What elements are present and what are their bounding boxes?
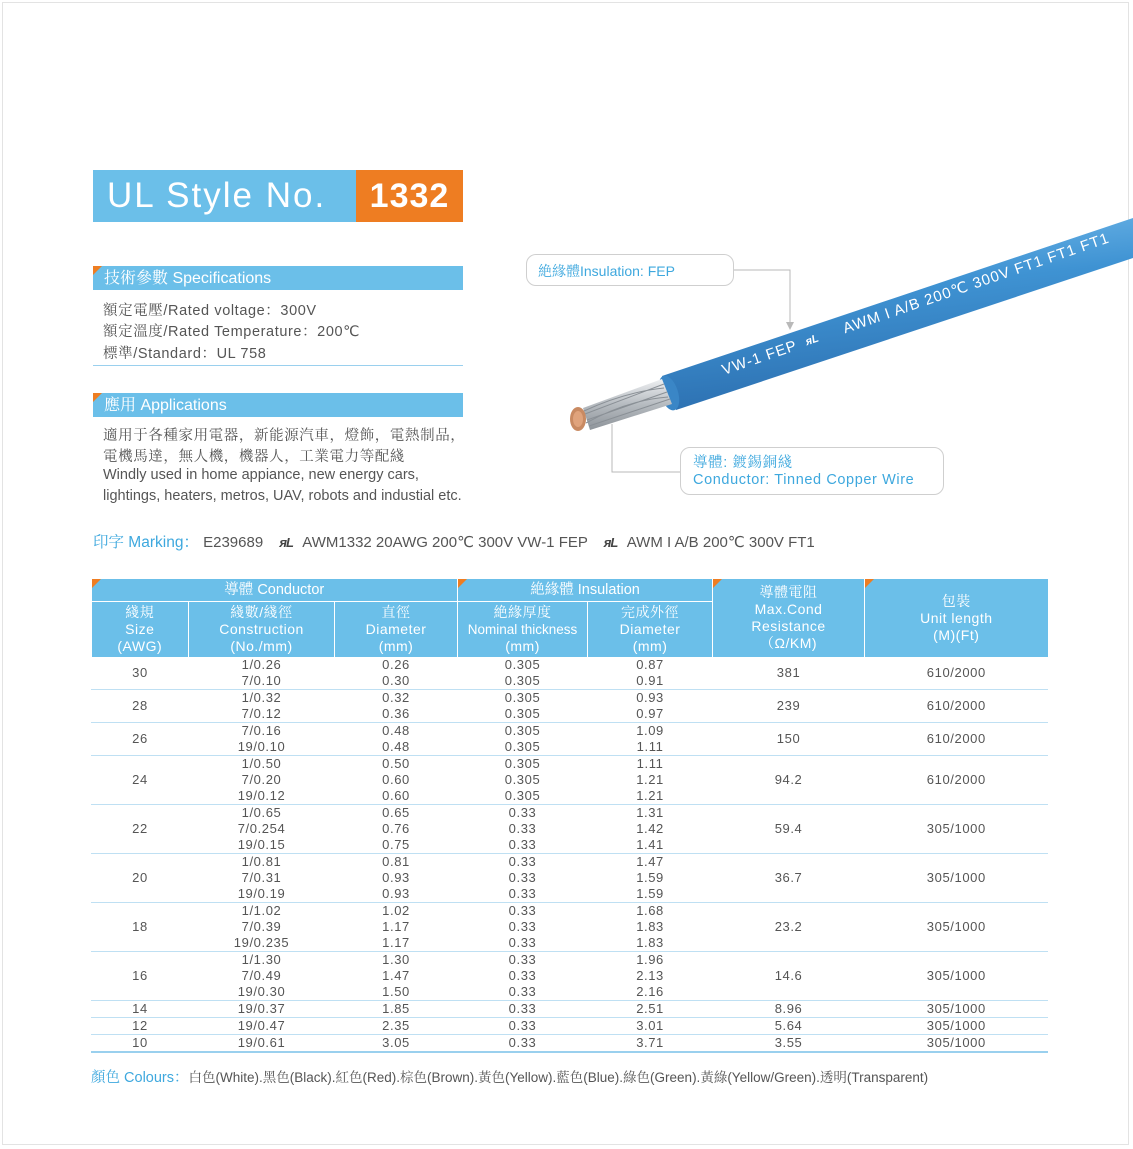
conductor-group-label: 導體 Conductor — [224, 582, 325, 598]
construction-cell — [189, 1001, 335, 1018]
resistance-header-en2: Resistance — [751, 618, 826, 634]
resistance-cell: 150 — [713, 723, 865, 756]
resistance-header-unit: （Ω/KM) — [760, 635, 818, 651]
applications-line: 電機馬達，無人機，機器人，工業電力等配綫 — [103, 449, 405, 465]
outer-diameter-cell — [588, 903, 713, 952]
size-cell: 30 — [92, 657, 189, 690]
diameter-header-cn: 直徑 — [381, 604, 411, 620]
construction-cell-value: 19/0.235 — [233, 935, 290, 950]
diameter-cell — [335, 1035, 458, 1053]
marking-line — [93, 530, 815, 552]
diameter-cell-value: 1.17 — [382, 935, 410, 950]
outer-diameter-cell-value: 1.68 — [636, 903, 664, 918]
table-row — [92, 952, 1048, 1001]
conductor-callout-en: Conductor: Tinned Copper Wire — [693, 472, 915, 488]
packing-header-en: Unit length — [920, 609, 993, 626]
construction-cell-value: 7/0.254 — [237, 821, 286, 836]
table-row — [92, 657, 1048, 690]
conductor-callout-cn: 導體: 鍍錫銅綫 — [693, 455, 793, 471]
thickness-cell-value: 0.305 — [504, 690, 541, 705]
outer-diameter-cell-value: 3.71 — [636, 1035, 664, 1050]
diameter-header — [335, 602, 458, 658]
outer-diameter-cell-value: 2.13 — [636, 968, 664, 983]
thickness-cell — [458, 952, 588, 1001]
construction-header-cn: 綫數/綫徑 — [230, 604, 293, 620]
thickness-cell-value: 0.305 — [504, 739, 541, 754]
thickness-cell — [458, 1018, 588, 1035]
size-cell: 10 — [92, 1035, 189, 1053]
diameter-cell — [335, 690, 458, 723]
marking-label: 印字 Marking： — [93, 534, 199, 551]
thickness-cell-value: 0.33 — [508, 968, 537, 983]
thickness-cell-value: 0.33 — [508, 886, 537, 901]
marking-code: E239689 — [203, 534, 264, 551]
conductor-strands — [583, 379, 672, 430]
construction-cell-value: 1/0.26 — [241, 657, 282, 672]
unit-length-cell: 305/1000 — [865, 903, 1048, 952]
construction-cell-value: 19/0.61 — [237, 1035, 286, 1050]
thickness-cell-value: 0.305 — [504, 657, 541, 672]
outer-diameter-cell-value: 1.21 — [636, 772, 664, 787]
outer-diameter-cell-value: 1.83 — [636, 919, 664, 934]
ul-logo-icon: ᴙL — [603, 535, 618, 550]
resistance-cell: 8.96 — [713, 1001, 865, 1018]
size-cell: 20 — [92, 854, 189, 903]
construction-cell-value: 7/0.12 — [241, 706, 282, 721]
size-cell: 22 — [92, 805, 189, 854]
thickness-cell-value: 0.305 — [504, 706, 541, 721]
thickness-cell — [458, 723, 588, 756]
thickness-cell — [458, 690, 588, 723]
construction-cell — [189, 690, 335, 723]
insulation-group-header — [458, 579, 713, 602]
construction-cell-value: 7/0.49 — [241, 968, 282, 983]
outer-diameter-cell-value: 0.87 — [636, 657, 664, 672]
outer-diameter-cell-value: 1.59 — [636, 870, 664, 885]
thickness-cell-value: 0.33 — [508, 837, 537, 852]
insulation-group-label: 絶緣體 Insulation — [530, 582, 640, 598]
resistance-cell: 36.7 — [713, 854, 865, 903]
construction-cell-value: 19/0.15 — [237, 837, 286, 852]
size-cell: 28 — [92, 690, 189, 723]
ul-logo-icon: ᴙL — [279, 535, 293, 550]
construction-cell — [189, 903, 335, 952]
table-row — [92, 690, 1048, 723]
diameter-cell-value: 0.36 — [382, 706, 410, 721]
table-row — [92, 1001, 1048, 1018]
diameter-cell-value: 1.47 — [382, 968, 410, 983]
marking-text-awm: AWM I A/B 200℃ 300V FT1 — [626, 534, 815, 551]
construction-cell-value: 7/0.10 — [241, 673, 282, 688]
size-cell: 24 — [92, 756, 189, 805]
construction-cell — [189, 805, 335, 854]
outer-diameter-cell-value: 1.11 — [636, 756, 664, 771]
outer-diameter-cell-value: 1.21 — [636, 788, 664, 803]
thickness-header-unit: (mm) — [505, 638, 540, 654]
copper-tip — [570, 407, 586, 431]
resistance-cell: 3.55 — [713, 1035, 865, 1053]
thickness-cell-value: 0.33 — [508, 1018, 537, 1033]
size-cell: 18 — [92, 903, 189, 952]
thickness-cell-value: 0.33 — [508, 1001, 537, 1016]
diameter-cell — [335, 657, 458, 690]
outer-diameter-header-cn: 完成外徑 — [621, 604, 680, 620]
table-row — [92, 756, 1048, 805]
thickness-cell-value: 0.305 — [504, 756, 541, 771]
size-cell: 14 — [92, 1001, 189, 1018]
thickness-header — [458, 602, 588, 658]
diameter-header-en: Diameter — [365, 621, 427, 637]
unit-length-cell: 305/1000 — [865, 1001, 1048, 1018]
outer-diameter-cell-value: 2.51 — [636, 1001, 664, 1016]
outer-diameter-cell-value: 2.16 — [636, 984, 664, 999]
table-row — [92, 805, 1048, 854]
corner-marker-icon — [92, 579, 101, 588]
outer-diameter-cell — [588, 1001, 713, 1018]
construction-cell-value: 19/0.47 — [237, 1018, 286, 1033]
thickness-header-cn: 絶緣厚度 — [493, 604, 552, 620]
thickness-cell — [458, 657, 588, 690]
diameter-cell-value: 1.17 — [382, 919, 410, 934]
resistance-cell: 59.4 — [713, 805, 865, 854]
thickness-cell — [458, 854, 588, 903]
unit-length-cell: 610/2000 — [865, 657, 1048, 690]
outer-diameter-cell-value: 1.47 — [636, 854, 664, 869]
outer-diameter-cell-value: 0.91 — [636, 673, 664, 688]
thickness-cell-value: 0.33 — [508, 821, 537, 836]
marking-text-awm1332: AWM1332 20AWG 200℃ 300V VW-1 FEP — [302, 534, 588, 551]
jacket-print-awm: AWM I A/B 200℃ 300V FT1 FT1 FT1 — [840, 229, 1112, 338]
diameter-cell — [335, 952, 458, 1001]
outer-diameter-cell — [588, 1018, 713, 1035]
diameter-cell — [335, 903, 458, 952]
packing-header-cn: 包裝 — [941, 592, 971, 609]
corner-marker-icon — [713, 579, 722, 588]
construction-cell — [189, 657, 335, 690]
construction-header-en: Construction — [219, 621, 304, 637]
outer-diameter-cell — [588, 805, 713, 854]
outer-diameter-cell-value: 1.11 — [636, 739, 664, 754]
applications-line: Windly used in home appiance, new energy cars, — [103, 467, 419, 483]
outer-diameter-cell — [588, 657, 713, 690]
construction-cell-value: 1/0.50 — [241, 756, 282, 771]
unit-length-cell: 305/1000 — [865, 1035, 1048, 1053]
diameter-cell-value: 0.60 — [382, 772, 410, 787]
insulation-leader-line — [734, 270, 790, 326]
diameter-cell-value: 0.32 — [382, 690, 410, 705]
construction-cell-value: 7/0.31 — [241, 870, 282, 885]
construction-cell — [189, 1035, 335, 1053]
table-row — [92, 854, 1048, 903]
outer-diameter-cell — [588, 952, 713, 1001]
size-cell: 12 — [92, 1018, 189, 1035]
outer-diameter-cell-value: 1.41 — [636, 837, 664, 852]
applications-line: 適用于各種家用電器，新能源汽車，燈飾，電熱制品， — [103, 428, 466, 444]
diameter-cell-value: 0.48 — [382, 723, 410, 738]
unit-length-cell: 305/1000 — [865, 952, 1048, 1001]
construction-cell-value: 19/0.12 — [237, 788, 286, 803]
table-row — [92, 1018, 1048, 1035]
construction-cell — [189, 854, 335, 903]
thickness-header-en: Nominal thickness — [467, 622, 578, 637]
size-header-en: Size — [125, 621, 155, 637]
diameter-cell-value: 1.30 — [382, 952, 410, 967]
unit-length-cell: 610/2000 — [865, 756, 1048, 805]
colours-list: 白色(White).黑色(Black).紅色(Red).棕色(Brown).黃色(Yellow).藍色(Blue).綠色(Green).黃綠(Yellow/Green).透明(Transparent) — [188, 1070, 929, 1085]
outer-diameter-cell-value: 0.97 — [636, 706, 664, 721]
applications-title: 應用 Applications — [104, 397, 227, 414]
diameter-header-unit: (mm) — [378, 638, 414, 654]
diameter-cell-value: 0.75 — [382, 837, 410, 852]
table-row — [92, 723, 1048, 756]
thickness-cell-value: 0.33 — [508, 805, 537, 820]
construction-cell-value: 1/1.02 — [241, 903, 282, 918]
size-cell: 26 — [92, 723, 189, 756]
construction-cell — [189, 1018, 335, 1035]
table-row — [92, 1035, 1048, 1053]
conductor-group-header — [92, 579, 458, 602]
construction-header-unit: (No./mm) — [230, 638, 293, 654]
outer-diameter-cell — [588, 1035, 713, 1053]
diameter-cell-value: 0.30 — [382, 673, 410, 688]
construction-cell-value: 7/0.20 — [241, 772, 282, 787]
thickness-cell-value: 0.33 — [508, 919, 537, 934]
unit-length-cell: 610/2000 — [865, 690, 1048, 723]
outer-diameter-cell-value: 1.31 — [636, 805, 664, 820]
resistance-cell: 23.2 — [713, 903, 865, 952]
insulation-callout: 絶緣體Insulation: FEP — [526, 254, 734, 286]
construction-cell-value: 1/0.81 — [241, 854, 282, 869]
thickness-cell-value: 0.33 — [508, 952, 537, 967]
construction-cell-value: 19/0.19 — [237, 886, 286, 901]
outer-diameter-header-en: Diameter — [619, 621, 681, 637]
construction-cell — [189, 952, 335, 1001]
thickness-cell — [458, 903, 588, 952]
thickness-cell — [458, 756, 588, 805]
diameter-cell-value: 2.35 — [382, 1018, 410, 1033]
packing-header — [865, 579, 1048, 657]
outer-diameter-cell-value: 1.83 — [636, 935, 664, 950]
thickness-cell — [458, 805, 588, 854]
size-cell: 16 — [92, 952, 189, 1001]
unit-length-cell: 305/1000 — [865, 805, 1048, 854]
diameter-cell-value: 0.65 — [382, 805, 410, 820]
construction-cell-value: 7/0.39 — [241, 919, 282, 934]
diameter-cell — [335, 723, 458, 756]
diameter-cell-value: 0.93 — [382, 870, 410, 885]
diameter-cell — [335, 854, 458, 903]
thickness-cell-value: 0.33 — [508, 935, 537, 950]
outer-diameter-cell-value: 1.96 — [636, 952, 664, 967]
thickness-cell-value: 0.33 — [508, 1035, 537, 1050]
construction-cell — [189, 723, 335, 756]
corner-marker-icon — [865, 579, 874, 588]
diameter-cell-value: 1.85 — [382, 1001, 410, 1016]
specifications-title: 技術參數 Specifications — [104, 270, 272, 287]
outer-diameter-cell-value: 1.42 — [636, 821, 664, 836]
thickness-cell-value: 0.33 — [508, 984, 537, 999]
size-header-unit: (AWG) — [117, 638, 163, 654]
title-text: UL Style No. — [107, 176, 327, 215]
diameter-cell-value: 0.50 — [382, 756, 410, 771]
construction-cell-value: 19/0.37 — [237, 1001, 286, 1016]
diameter-cell-value: 0.60 — [382, 788, 410, 803]
diameter-cell-value: 0.26 — [382, 657, 410, 672]
spec-standard: 標準/Standard：UL 758 — [103, 346, 267, 362]
diameter-cell-value: 0.81 — [382, 854, 410, 869]
unit-length-cell: 305/1000 — [865, 854, 1048, 903]
resistance-cell: 14.6 — [713, 952, 865, 1001]
outer-diameter-header — [588, 602, 713, 658]
construction-cell-value: 19/0.10 — [237, 739, 286, 754]
unit-length-cell: 610/2000 — [865, 723, 1048, 756]
resistance-header — [713, 579, 865, 657]
diameter-cell-value: 1.02 — [382, 903, 410, 918]
thickness-cell-value: 0.305 — [504, 673, 541, 688]
ul-mark-icon: ᴙL — [803, 332, 821, 349]
jacket-print-vw1: VW-1 FEP — [719, 337, 800, 379]
construction-cell-value: 1/0.32 — [241, 690, 282, 705]
diameter-cell — [335, 756, 458, 805]
diameter-cell — [335, 1018, 458, 1035]
thickness-cell-value: 0.33 — [508, 854, 537, 869]
diameter-cell — [335, 1001, 458, 1018]
thickness-cell-value: 0.305 — [504, 772, 541, 787]
construction-cell — [189, 756, 335, 805]
conductor-callout — [680, 447, 944, 495]
resistance-header-en1: Max.Cond — [754, 601, 823, 617]
thickness-cell-value: 0.305 — [504, 723, 541, 738]
insulation-leader-arrow — [786, 322, 794, 330]
conductor-leader-line — [612, 424, 680, 472]
resistance-cell: 239 — [713, 690, 865, 723]
construction-cell-value: 1/0.65 — [241, 805, 282, 820]
outer-diameter-cell-value: 3.01 — [636, 1018, 664, 1033]
corner-marker-icon — [458, 579, 467, 588]
jacket-print — [720, 230, 1112, 379]
diameter-cell-value: 0.93 — [382, 886, 410, 901]
resistance-header-cn: 導體電阻 — [759, 584, 818, 600]
thickness-cell-value: 0.33 — [508, 903, 537, 918]
style-number: 1332 — [356, 170, 463, 222]
construction-cell-value: 1/1.30 — [241, 952, 282, 967]
construction-cell-value: 7/0.16 — [241, 723, 282, 738]
colours-line — [91, 1066, 928, 1087]
thickness-cell — [458, 1035, 588, 1053]
size-header — [92, 602, 189, 658]
thickness-cell-value: 0.33 — [508, 870, 537, 885]
outer-diameter-cell-value: 1.59 — [636, 886, 664, 901]
resistance-cell: 94.2 — [713, 756, 865, 805]
outer-diameter-cell-value: 1.09 — [636, 723, 664, 738]
spec-table — [91, 579, 1048, 1053]
diameter-cell-value: 1.50 — [382, 984, 410, 999]
resistance-cell: 381 — [713, 657, 865, 690]
diameter-cell — [335, 805, 458, 854]
table-row — [92, 903, 1048, 952]
outer-diameter-cell — [588, 854, 713, 903]
outer-diameter-cell — [588, 690, 713, 723]
outer-diameter-cell — [588, 723, 713, 756]
spec-rated-voltage: 額定電壓/Rated voltage：300V — [103, 303, 317, 319]
thickness-cell — [458, 1001, 588, 1018]
outer-diameter-cell-value: 0.93 — [636, 690, 664, 705]
spec-rated-temperature: 額定溫度/Rated Temperature：200℃ — [103, 324, 361, 340]
unit-length-cell: 305/1000 — [865, 1018, 1048, 1035]
applications-line: lightings, heaters, metros, UAV, robots and industial etc. — [103, 488, 462, 504]
thickness-cell-value: 0.305 — [504, 788, 541, 803]
resistance-cell: 5.64 — [713, 1018, 865, 1035]
outer-diameter-cell — [588, 756, 713, 805]
construction-cell-value: 19/0.30 — [237, 984, 286, 999]
diameter-cell-value: 3.05 — [382, 1035, 410, 1050]
packing-header-unit: (M)(Ft) — [933, 626, 980, 643]
construction-header — [189, 602, 335, 658]
size-header-cn: 綫規 — [125, 604, 155, 620]
colours-label: 顏色 Colours： — [91, 1070, 189, 1086]
diameter-cell-value: 0.48 — [382, 739, 410, 754]
spec-table-body — [92, 657, 1048, 1052]
outer-diameter-header-unit: (mm) — [632, 638, 668, 654]
diameter-cell-value: 0.76 — [382, 821, 410, 836]
